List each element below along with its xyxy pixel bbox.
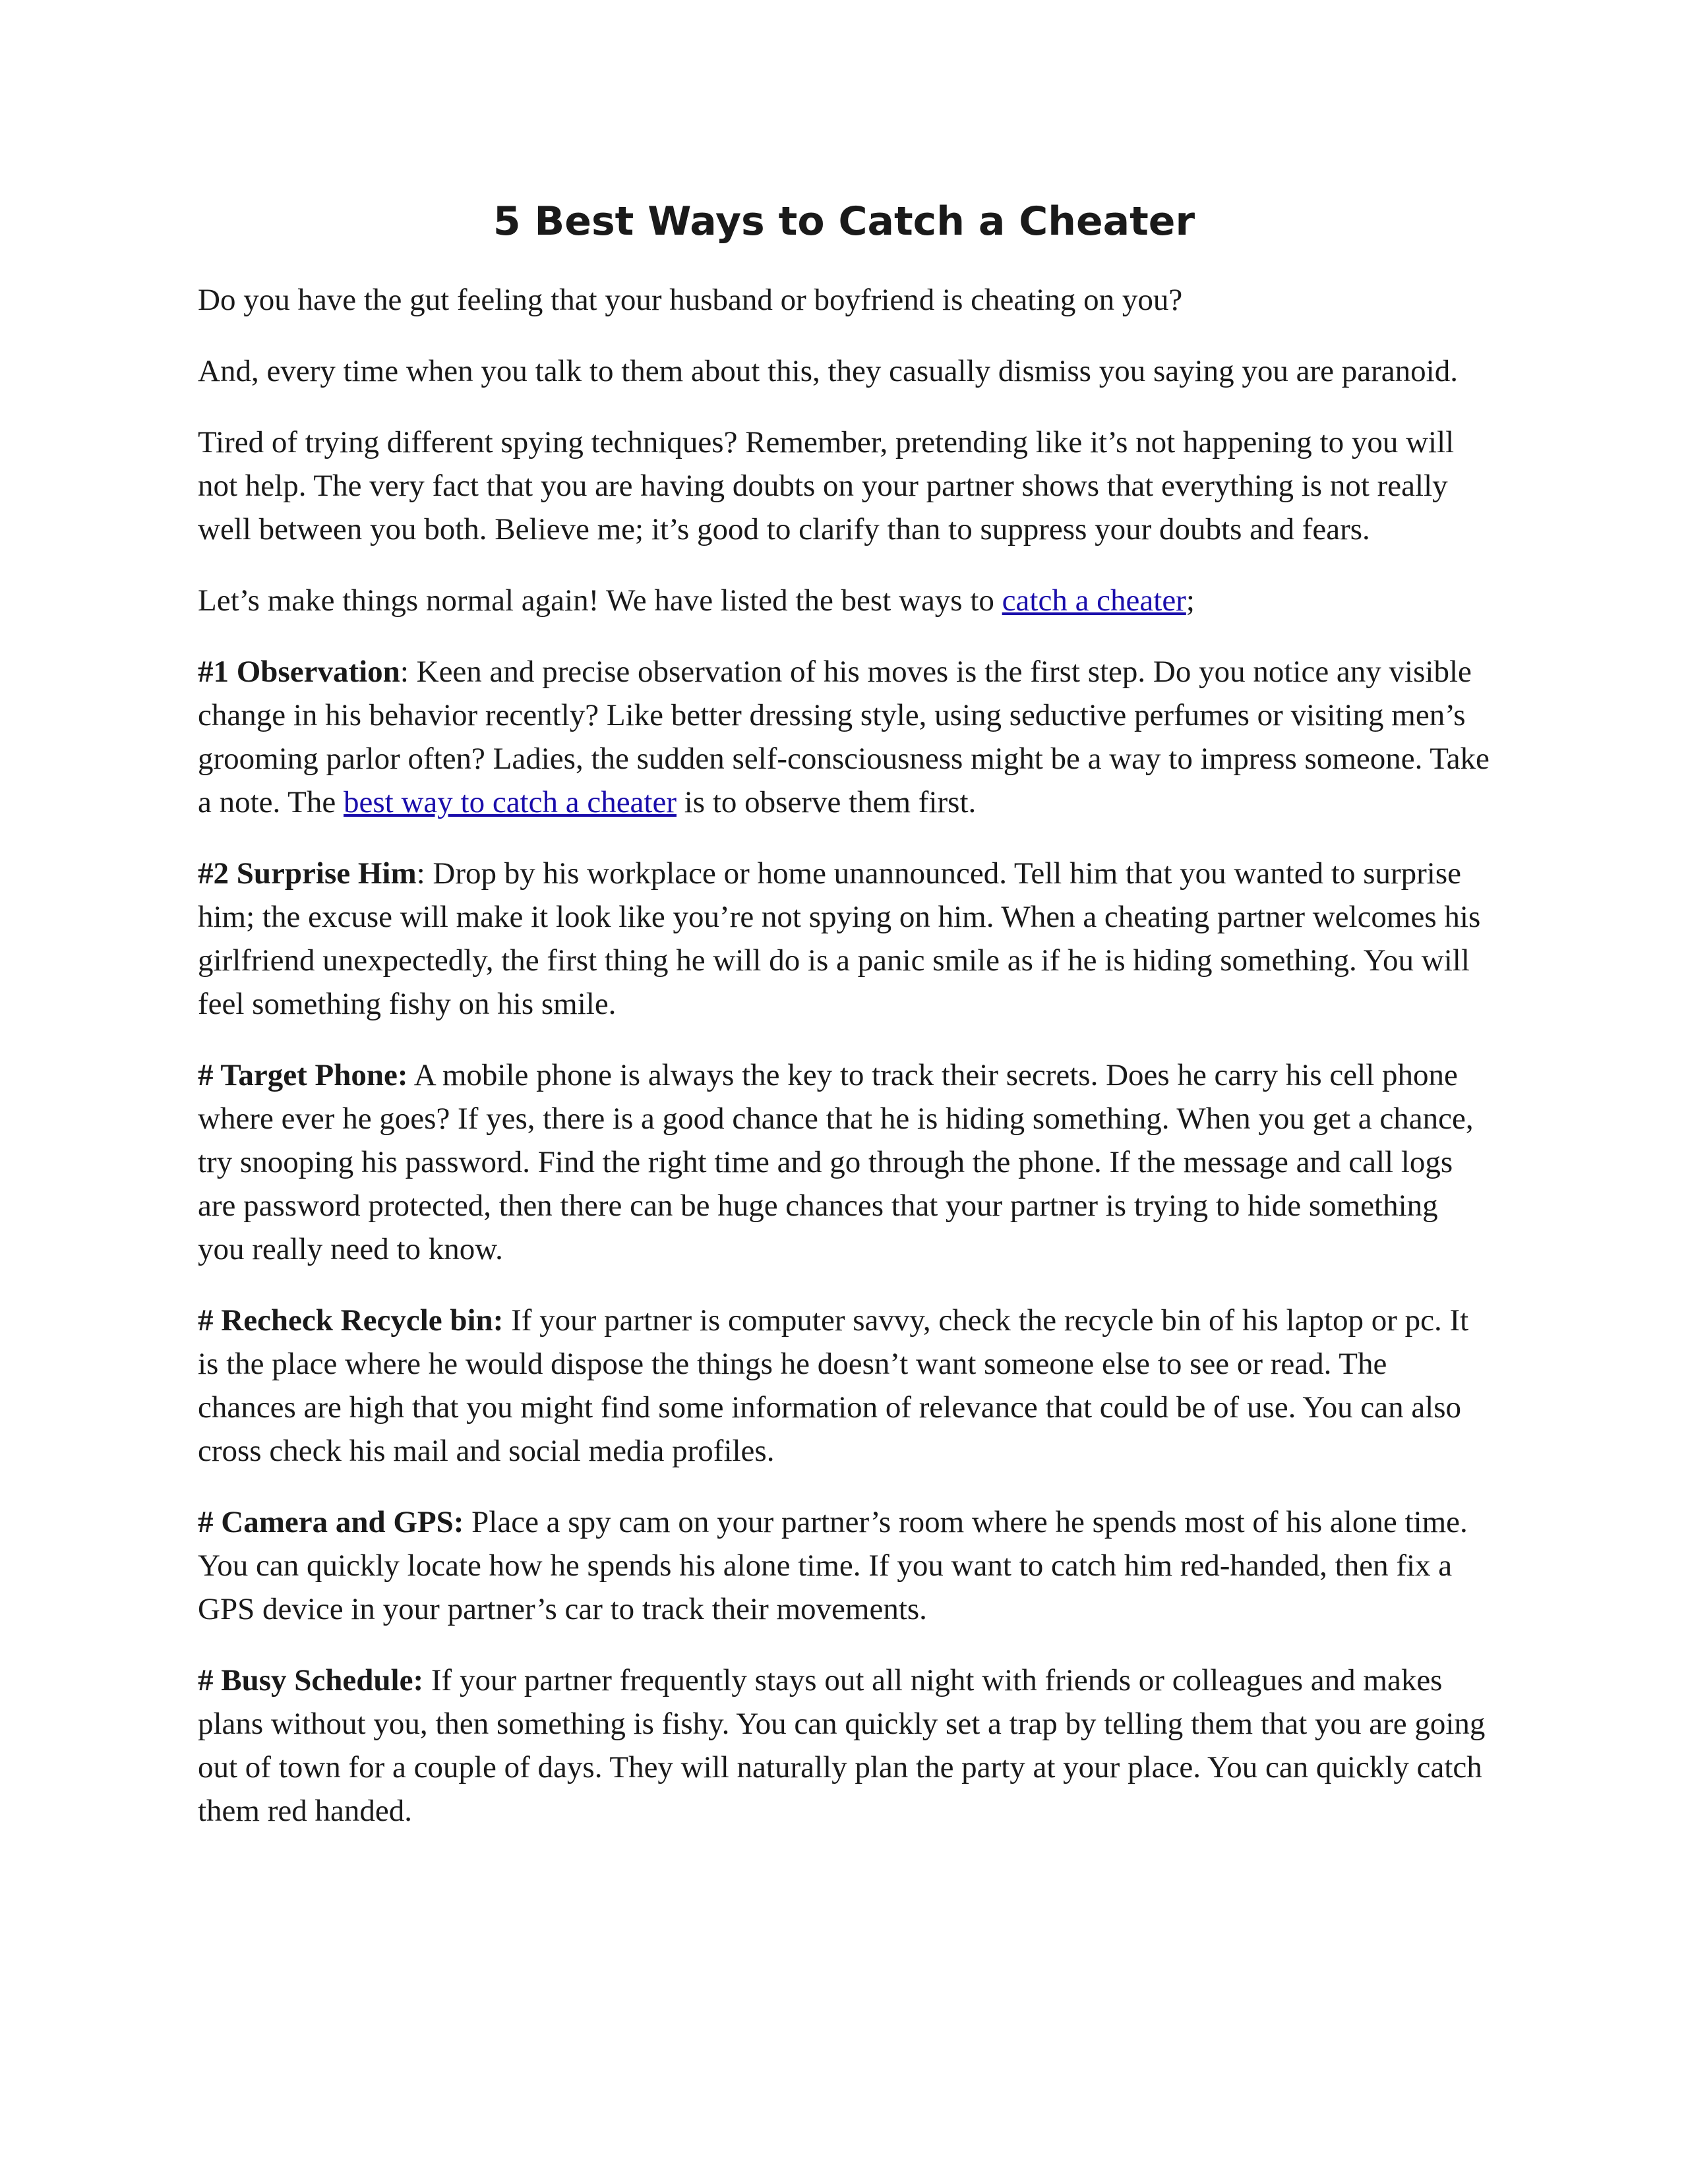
section-observation-text: : Keen and precise observation of his moves is the first step. Do you notice any visible change in his behavior recently? Like better dressing style, using seductive perfumes or visiting men’s grooming parlor often? Ladies, the sudden self-consciousness might be a way to impress someone. Take a note. The	[198, 655, 1490, 819]
section-target-phone-heading: # Target Phone:	[198, 1058, 408, 1092]
intro-paragraph-4-end: ;	[1186, 583, 1195, 618]
intro-paragraph-2: And, every time when you talk to them about this, they casually dismiss you saying you are paranoid.	[198, 354, 1458, 388]
section-observation	[198, 650, 1490, 824]
article-body	[198, 278, 1490, 1860]
intro-paragraph-4	[198, 579, 1490, 622]
intro-paragraph-1: Do you have the gut feeling that your husband or boyfriend is cheating on you?	[198, 283, 1183, 317]
section-busy-schedule-heading: # Busy Schedule:	[198, 1663, 424, 1697]
section-recycle-bin-text: If your partner is computer savvy, check the recycle bin of his laptop or pc. It is the place where he would dispose the things he doesn’t want someone else to see or read. The chances are high that you might find some information of relevance that could be of use. You can also cross check his mail and social media profiles.	[198, 1303, 1469, 1468]
section-busy-schedule	[198, 1659, 1490, 1833]
section-recycle-bin-heading: # Recheck Recycle bin:	[198, 1303, 504, 1338]
section-recycle-bin	[198, 1299, 1490, 1473]
section-surprise-heading: #2 Surprise Him	[198, 856, 417, 891]
catch-a-cheater-link[interactable]: catch a cheater	[1002, 583, 1186, 618]
section-busy-schedule-text: If your partner frequently stays out all night with friends or colleagues and makes plans without you, then something is fishy. You can quickly set a trap by telling them that you are going out of town for a couple of days. They will naturally plan the party at your place. You can quickly catch them red handed.	[198, 1663, 1486, 1828]
section-surprise	[198, 852, 1490, 1026]
section-target-phone-text: A mobile phone is always the key to track their secrets. Does he carry his cell phone where ever he goes? If yes, there is a good chance that he is hiding something. When you get a chance, try snooping his password. Find the right time and go through the phone. If the message and call logs are password protected, then there can be huge chances that your partner is trying to hide something you really need to know.	[198, 1058, 1474, 1266]
section-camera-gps-text: Place a spy cam on your partner’s room where he spends most of his alone time. You can quickly locate how he spends his alone time. If you want to catch him red-handed, then fix a GPS device in your partner’s car to track their movements.	[198, 1505, 1468, 1626]
section-observation-heading: #1 Observation	[198, 655, 400, 689]
page-title: 5 Best Ways to Catch a Cheater	[493, 198, 1195, 245]
section-camera-gps-heading: # Camera and GPS:	[198, 1505, 464, 1539]
intro-paragraph-4-text: Let’s make things normal again! We have listed the best ways to	[198, 583, 1002, 618]
intro-paragraph-3: Tired of trying different spying techniques? Remember, pretending like it’s not happening to you will not help. The very fact that you are having doubts on your partner shows that everything is not really well between you both. Believe me; it’s good to clarify than to suppress your doubts and fears.	[198, 425, 1455, 546]
section-target-phone	[198, 1053, 1490, 1271]
section-observation-text-end: is to observe them first.	[677, 785, 977, 819]
section-camera-gps	[198, 1500, 1490, 1631]
section-surprise-text: : Drop by his workplace or home unannounced. Tell him that you wanted to surprise him; the excuse will make it look like you’re not spying on him. When a cheating partner welcomes his girlfriend unexpectedly, the first thing he will do is a panic smile as if he is hiding something. You will feel something fishy on his smile.	[198, 856, 1481, 1021]
best-way-to-catch-a-cheater-link[interactable]: best way to catch a cheater	[344, 785, 677, 819]
